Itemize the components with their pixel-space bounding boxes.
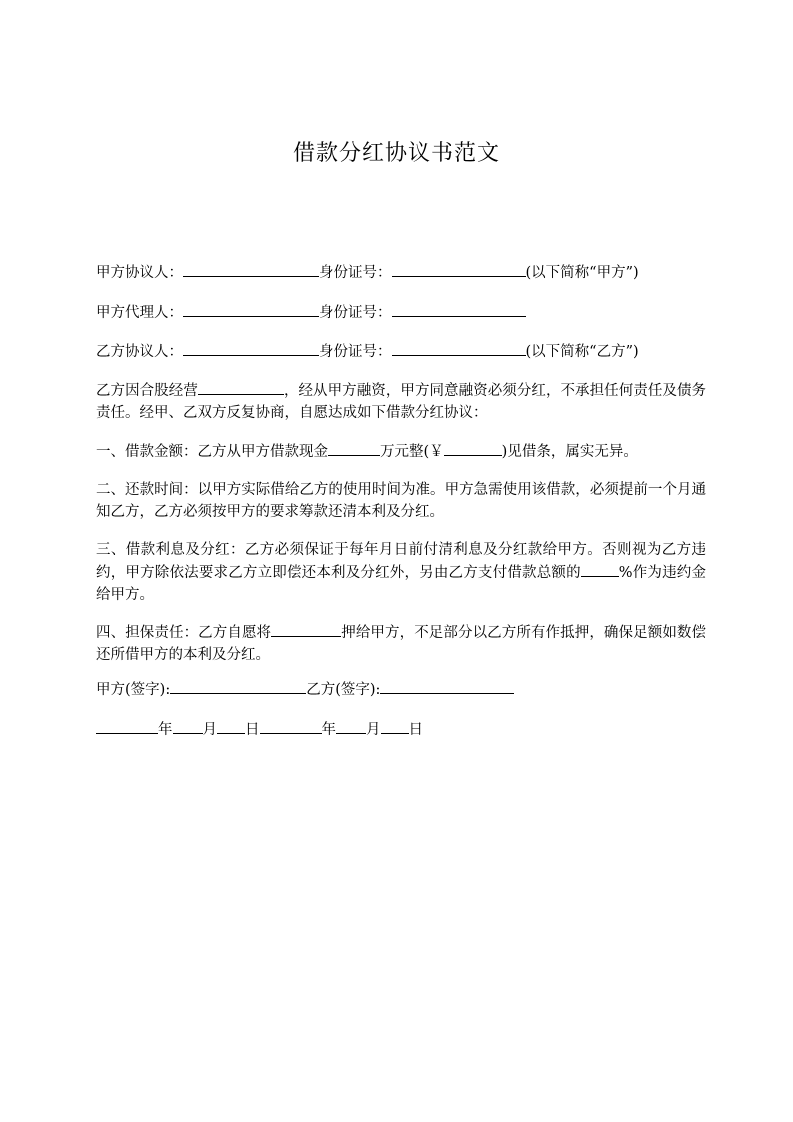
intro-part2: ，经从甲方融资，甲方同意融资必须分红，不承担任何责任及债务责任。经甲、乙双方反复协商，自愿达成如下借款分红协议：	[96, 383, 706, 421]
clause-4-part1: 四、担保责任：乙方自愿将	[96, 625, 272, 641]
clause-1-part3: )见借条，属实无异。	[501, 444, 638, 460]
clause-3-part2: %作为违约金给甲方。	[96, 565, 706, 603]
party-b-line	[96, 340, 706, 363]
loan-amount-field[interactable]	[328, 440, 380, 456]
party-b-signature-label: 乙方(签字):	[306, 682, 381, 698]
year-label-a: 年	[158, 722, 173, 738]
clause-1	[96, 440, 706, 463]
party-a-month-field[interactable]	[173, 718, 203, 734]
party-a-label: 甲方协议人：	[96, 265, 183, 281]
loan-amount-digits-field[interactable]	[444, 440, 502, 456]
party-a-id-field[interactable]	[392, 261, 526, 277]
clause-2-text: 二、还款时间：以甲方实际借给乙方的使用时间为准。甲方急需使用该借款，必须提前一个月通知乙方，乙方必须按甲方的要求筹款还清本利及分红。	[96, 482, 706, 520]
party-b-month-field[interactable]	[336, 718, 366, 734]
party-a-signature-label: 甲方(签字):	[96, 682, 171, 698]
date-line	[96, 718, 706, 741]
clause-3	[96, 539, 706, 606]
party-b-signature-field[interactable]	[380, 678, 514, 694]
party-b-label: 乙方协议人：	[96, 344, 183, 360]
party-a-signature-field[interactable]	[170, 678, 306, 694]
party-b-suffix: (以下简称“乙方”)	[525, 344, 639, 360]
clause-4	[96, 621, 706, 666]
penalty-rate-field-b[interactable]	[589, 561, 619, 577]
party-b-name-field[interactable]	[183, 340, 319, 356]
clause-1-part1: 一、借款金额：乙方从甲方借款现金	[96, 444, 328, 460]
party-a-agent-label: 甲方代理人：	[96, 305, 183, 321]
party-a-day-field[interactable]	[217, 718, 245, 734]
clause-3-part1: 三、借款利息及分红：乙方必须保证于每年月日前付清利息及分红款给甲方。否则视为乙方违约，甲方除依法要求乙方立即偿还本利及分红外，另由乙方支付借款总额的	[96, 542, 706, 581]
signature-line	[96, 678, 706, 701]
clause-4-part2: 押给甲方，不足部分以乙方所有作抵押，确保足额如数偿还所借甲方的本利及分红。	[96, 625, 707, 663]
party-a-agent-line	[96, 301, 706, 324]
party-a-name-field[interactable]	[183, 261, 319, 277]
party-b-day-field[interactable]	[381, 718, 409, 734]
party-a-line	[96, 261, 706, 284]
party-a-year-field[interactable]	[96, 718, 158, 734]
party-b-year-field[interactable]	[260, 718, 322, 734]
month-label-a: 月	[202, 722, 217, 738]
party-a-id-label: 身份证号：	[319, 265, 392, 281]
month-label-b: 月	[366, 722, 381, 738]
day-label-b: 日	[408, 722, 423, 738]
party-b-id-label: 身份证号：	[319, 344, 392, 360]
day-label-a: 日	[245, 722, 260, 738]
year-label-b: 年	[321, 722, 336, 738]
party-a-agent-id-label: 身份证号：	[319, 305, 392, 321]
intro-part1: 乙方因合股经营	[96, 383, 198, 399]
intro-paragraph	[96, 379, 706, 424]
party-a-agent-id-field[interactable]	[392, 301, 526, 317]
clause-1-part2: 万元整(￥	[380, 444, 444, 460]
penalty-rate-field-a[interactable]	[581, 561, 589, 577]
collateral-field[interactable]	[271, 621, 341, 637]
document-title: 借款分红协议书范文	[292, 141, 500, 166]
party-b-id-field[interactable]	[392, 340, 526, 356]
business-field[interactable]	[198, 379, 284, 395]
party-a-agent-name-field[interactable]	[183, 301, 319, 317]
party-a-suffix: (以下简称“甲方”)	[525, 265, 639, 281]
clause-2	[96, 479, 706, 523]
